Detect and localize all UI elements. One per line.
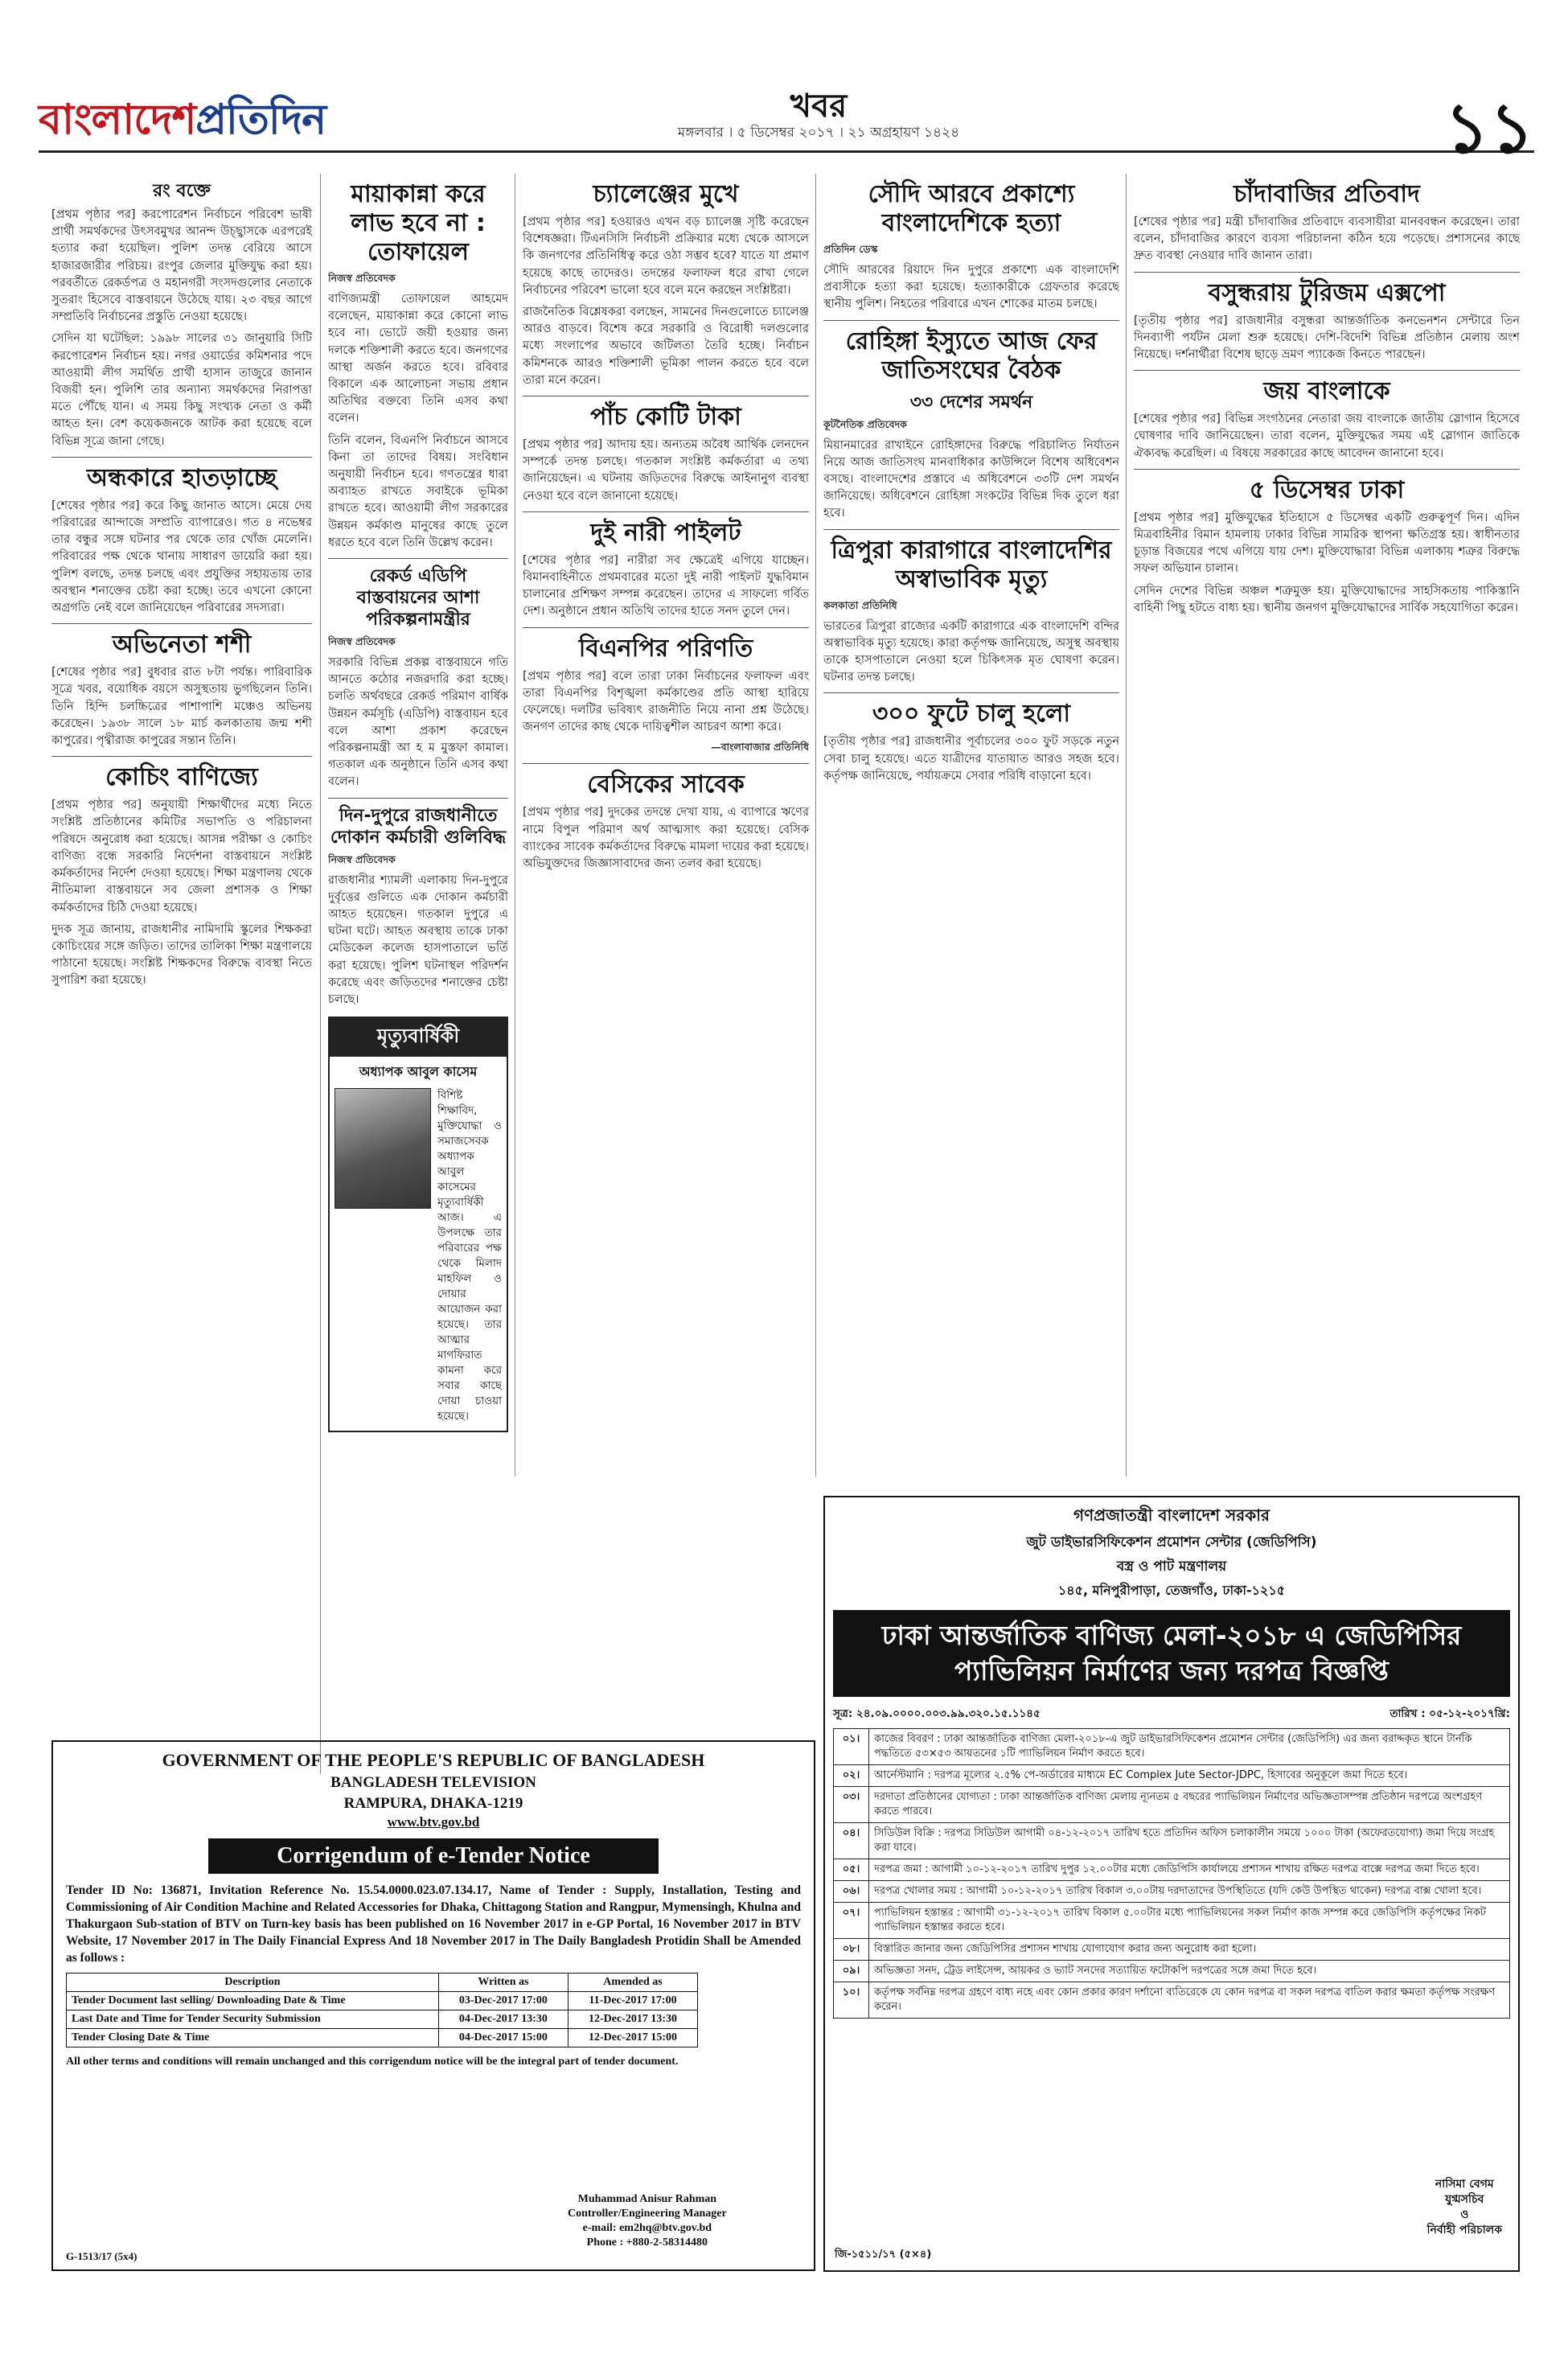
headline[interactable]: ৩০০ ফুটে চালু হলো [872, 700, 1071, 729]
headline[interactable]: রোহিঙ্গা ইস্যুতে আজ ফের জাতিসংঘের বৈঠক [845, 327, 1098, 384]
headline[interactable]: দিন-দুপুরে রাজধানীতে দোকান কর্মচারী গুলিবিদ্ধ [330, 805, 507, 848]
table-row [67, 2011, 698, 2029]
ad-website-link[interactable]: www.btv.gov.bd [387, 1814, 480, 1830]
obituary-name: অধ্যাপক আবুল কাসেম [359, 1064, 478, 1080]
dateline: মঙ্গলবার । ৫ ডিসেম্বর ২০১৭ । ২১ অগ্রহায়ণ ১৪২৪ [677, 125, 960, 141]
obituary-text: বিশিষ্ট শিক্ষাবিদ, মুক্তিযোদ্ধা ও সমাজসেবক অধ্যাপক আবুল কাসেমের মৃত্যুবার্ষিকী আজ। এ উপলক্ষে তার পরিবারের পক্ষ থেকে মিলাদ মাহফিল ও দোয়ার আয়োজন করা হয়েছে। তার আত্মার মাগফিরাত কামনা করে সবার কাছে দোয়া চাওয়া হয়েছে। [437, 1089, 502, 1423]
article-text: সেদিন দেশের বিভিন্ন অঞ্চল শত্রুমুক্ত হয়। মুক্তিযোদ্ধাদের সাহসিকতায় পাকিস্তানি বাহিনী পিছু হটতে বাধ্য হয়। স্থানীয় জনগণ মুক্তিযোদ্ধাদের সার্বিক সহযোগিতা করেন। [1134, 584, 1520, 614]
signatory-title: ও [1460, 2208, 1469, 2221]
headline[interactable]: ৫ ডিসেম্বর ঢাকা [1249, 475, 1405, 504]
divider [1134, 272, 1520, 273]
signatory-title: নির্বাহী পরিচালক [1426, 2224, 1502, 2236]
ad-body-text: Tender ID No: 136871, Invitation Reference No. 15.54.0000.023.07.134.17, Name of Tender : Supply, Installation, Testing and Commissioning of Air Condition Machine and Related Accessories for Dhaka, Chittagong Station and Rangpur, Mymensingh, Khulna and Thakurgaon Sub-station of BTV on Turn-key basis has been published on 16 November 2017 in e-GP Portal, 16 November 2017 in BTV Website, 17 November 2017 in The Daily Financial Express And 18 November 2017 in The Daily Bangladesh Protidin Shall be Amended as follows : [66, 1883, 801, 1965]
item-number: ০৯। [834, 1961, 869, 1982]
headline[interactable]: ত্রিপুরা কারাগারে বাংলাদেশির অস্বাভাবিক মৃত্যু [831, 536, 1112, 594]
article-text: সৌদি আরবের রিয়াদে দিন দুপুরে প্রকাশ্যে এক বাংলাদেশি প্রবাসীকে হত্যা করা হয়েছে। হত্যাকারীকে গ্রেফতার করেছে স্থানীয় পুলিশ। নিহতের পরিবারে এখন শোকের মাতম চলছে। [823, 264, 1119, 311]
ad-organization: জুট ডাইভারসিফিকেশন প্রমোশন সেন্টার (জেডিপিসি) [1026, 1534, 1317, 1550]
tender-terms-table [833, 1728, 1510, 2019]
portrait-photo [335, 1088, 431, 1209]
amendment-table [66, 1973, 698, 2047]
article-text: রাজধানীর শ্যামলী এলাকায় দিন-দুপুরে দুর্বৃত্তের গুলিতে এক দোকান কর্মচারী আহত হয়েছেন। গতকাল দুপুরে এ ঘটনা ঘটে। আহত অবস্থায় তাকে ঢাকা মেডিকেল কলেজ হাসপাতালে ভর্তি করা হয়েছে। পুলিশ ঘটনাস্থল পরিদর্শন করেছে এবং জড়িতদের শনাক্তের চেষ্টা চলছে। [328, 873, 508, 1007]
headline[interactable]: জয় বাংলাকে [1263, 377, 1390, 406]
jdpc-tender-advertisement [823, 1496, 1520, 2272]
table-row [834, 1939, 1510, 1961]
headline[interactable]: বিএনপির পরিণতি [578, 634, 753, 663]
item-text: কাজের বিবরণ : ঢাকা আন্তর্জাতিক বাণিজ্য মেলা-২০১৮-এ জুট ডাইভারসিফিকেশন প্রমোশন সেন্টার (জেডিপিসি) এর জন্য বরাদ্দকৃত স্থানে টার্নকি পদ্ধতিতে ৫৩×৫৩ আয়তনের ১টি প্যাভিলিয়ন নির্মাণ করতে হবে। [869, 1729, 1510, 1765]
item-text: বিস্তারিত জানার জন্য জেডিপিসির প্রশাসন শাখায় যোগাযোগ করার জন্য অনুরোধ করা হলো। [869, 1939, 1510, 1961]
ad-organization: BANGLADESH TELEVISION [330, 1774, 536, 1791]
table-cell: Tender Document last selling/ Downloading Date & Time [67, 1992, 439, 2011]
column-divider [320, 174, 321, 1774]
table-row [834, 1787, 1510, 1823]
article-text: [প্রথম পৃষ্ঠার পর] হওয়ারও এখন বড় চ্যালেঞ্জ সৃষ্টি করেছেন বিশেষজ্ঞরা। টিএনসিসি নির্বাচনী প্রক্রিয়ার মধ্যে থেকে আসলে কি জনগণের প্রতিনিধিত্ব করে ওঠা সম্ভব হবে? যাতে যা প্রমাণ হয়েছে কাছে তাদেরও। তদন্তের ফলাফল ধরে রাখা গেলে নির্বাচনের পরিবেশ ভালো হবে বলে মনে করছেন সংশ্লিষ্টরা। [523, 216, 809, 297]
item-number: ০৫। [834, 1859, 869, 1881]
headline[interactable]: রেকর্ড এডিপি বাস্তবায়নের আশা পরিকল্পনামন্ত্রীর [356, 566, 480, 630]
table-row [834, 1859, 1510, 1881]
byline: নিজস্ব প্রতিবেদক [328, 852, 396, 865]
table-cell: 12-Dec-2017 15:00 [568, 2029, 697, 2047]
ad-banner: Corrigendum of e-Tender Notice [208, 1838, 659, 1874]
column-2 [328, 174, 508, 1734]
item-number: ০১। [834, 1729, 869, 1765]
ad-address: RAMPURA, DHAKA-1219 [343, 1795, 523, 1812]
column-divider [815, 174, 816, 1477]
article-text: [প্রথম পৃষ্ঠার পর] দুদকের তদন্তে দেখা যায়, এ ব্যাপারে ঋণের নামে বিপুল পরিমাণ অর্থ আত্মসাৎ করা হয়েছে। বেসিক ব্যাংকের সাবেক কর্মকর্তাদের বিরুদ্ধে মামলা দায়ের করা হয়েছে। অভিযুক্তদের জিজ্ঞাসাবাদের জন্য তলব করা হয়েছে। [523, 806, 809, 871]
headline[interactable]: মায়াকান্না করে লাভ হবে না : তোফায়েল [351, 180, 486, 266]
byline: কূটনৈতিক প্রতিবেদক [823, 417, 907, 430]
article-text: [প্রথম পৃষ্ঠার পর] আদায় হয়। অন্যতম অবৈধ আর্থিক লেনদেন সম্পর্কে তদন্ত চলছে। গতকাল সংশ্লিষ্ট কর্মকর্তারা এ তথ্য জানিয়েছেন। এ ঘটনায় জড়িতদের বিরুদ্ধে আইনানুগ ব্যবস্থা নেওয়া হবে বলে জানানো হয়েছে। [523, 438, 809, 503]
item-text: দরদাতা প্রতিষ্ঠানের যোগ্যতা : ঢাকা আন্তর্জাতিক বাণিজ্য মেলায় ন্যূনতম ৫ বছরের প্যাভিলিয়ন নির্মাণের অভিজ্ঞতাসম্পন্ন প্রতিষ্ঠান দরপত্রে অংশগ্রহণ করতে পারবে। [869, 1787, 1510, 1823]
headline[interactable]: রং বক্তে [153, 181, 211, 201]
item-text: সিডিউল বিক্রি : দরপত্র সিডিউল আগামী ০৪-১২-২০১৭ তারিখ হতে প্রতিদিন অফিস চলাকালীন সময়ে ১০০০ টাকা (অফেরতযোগ্য) জমা দিয়ে সংগ্রহ করা যাবে। [869, 1823, 1510, 1859]
ad-signature-block [568, 2192, 727, 2250]
subheadline: ৩৩ দেশের সমর্থন [909, 392, 1033, 413]
table-row [834, 1982, 1510, 2019]
table-row [834, 1823, 1510, 1859]
item-text: প্যাভিলিয়ন হস্তান্তর : আগামী ৩১-১২-২০১৭ তারিখ বিকাল ৫.০০টার মধ্যে প্যাভিলিয়নের সকল নির্মাণ কাজ সম্পন্ন করে জেডিপিসি কর্তৃপক্ষের নিকট প্যাভিলিয়ন হস্তান্তর করতে হবে। [869, 1903, 1510, 1939]
table-cell: 04-Dec-2017 15:00 [438, 2029, 568, 2047]
table-cell: 03-Dec-2017 17:00 [438, 1992, 568, 2011]
article-text: সরকারি বিভিন্ন প্রকল্প বাস্তবায়নে গতি আনতে কঠোর নজরদারি করা হচ্ছে। চলতি অর্থবছরে রেকর্ড পরিমাণ বার্ষিক উন্নয়ন কর্মসূচি (এডিপি) বাস্তবায়ন হবে বলে আশা প্রকাশ করেছেন পরিকল্পনামন্ত্রী আ হ ম মুস্তফা কামাল। গতকাল এক অনুষ্ঠানে তিনি এসব কথা বলেন। [328, 656, 508, 789]
ad-signature-block [1427, 2177, 1503, 2238]
signatory-name: নাসিমা বেগম [1435, 2178, 1494, 2191]
article-text: দুদক সূত্র জানায়, রাজধানীর নামিদামি স্কুলের শিক্ষকরা কোচিংয়ের সঙ্গে জড়িত। তাদের তালিকা শিক্ষা মন্ত্রণালয়ে পাঠানো হয়েছে। সংশ্লিষ্ট শিক্ষকদের বিরুদ্ধে ব্যবস্থা নিতে সুপারিশ করা হয়েছে। [51, 922, 312, 988]
ad-footnote: All other terms and conditions will remain unchanged and this corrigendum notice will be the integral part of tender document. [66, 2056, 679, 2068]
item-number: ০৬। [834, 1881, 869, 1903]
headline[interactable]: কোচিং বাণিজ্যে [105, 763, 258, 792]
obituary-title: মৃত্যুবার্ষিকী [330, 1018, 507, 1057]
signatory-email[interactable]: e-mail: em2hq@btv.gov.bd [582, 2222, 712, 2234]
table-row [67, 1992, 698, 2011]
divider [823, 320, 1119, 321]
column-divider [1126, 174, 1127, 1477]
table-row [834, 1903, 1510, 1939]
byline: নিজস্ব প্রতিবেদক [328, 272, 396, 284]
headline[interactable]: অভিনেতা শশী [112, 630, 252, 659]
item-text: দরপত্র খোলার সময় : আগামী ১০-১২-২০১৭ তারিখ বিকাল ৩.০০টায় দরদাতাদের উপস্থিতিতে (যদি কেউ উপস্থিত থাকেন) দরপত্র বাক্স খোলা হবে। [869, 1881, 1510, 1903]
table-cell: Tender Closing Date & Time [67, 2029, 439, 2047]
signatory-title: যুগ্মসচিব [1445, 2193, 1484, 2206]
divider [51, 623, 312, 624]
article-text: ভারতের ত্রিপুরা রাজ্যের একটি কারাগারে এক বাংলাদেশি বন্দির অস্বাভাবিক মৃত্যু হয়েছে। কারা কর্তৃপক্ষ জানিয়েছে, অসুস্থ অবস্থায় তাকে হাসপাতালে নেওয়া হলে চিকিৎসক মৃত ঘোষণা করেন। ঘটনার তদন্ত চলছে। [823, 619, 1119, 684]
item-text: কর্তৃপক্ষ সর্বনিম্ন দরপত্র গ্রহণে বাধ্য নহে এবং কোন প্রকার কারণ দর্শানো ব্যতিরেকে যে কোন দরপত্র বা সকল দরপত্র বাতিল করার ক্ষমতা কর্তৃপক্ষ সংরক্ষণ করেন। [869, 1982, 1510, 2019]
headline[interactable]: চ্যালেঞ্জের মুখে [593, 180, 739, 208]
ad-banner: ঢাকা আন্তর্জাতিক বাণিজ্য মেলা-২০১৮ এ জেডিপিসির প্যাভিলিয়ন নির্মাণের জন্য দরপত্র বিজ্ঞপ্তি [833, 1610, 1510, 1697]
table-cell: Last Date and Time for Tender Security Submission [67, 2011, 439, 2029]
table-row [834, 1765, 1510, 1787]
signatory-phone: Phone : +880-2-58314480 [586, 2236, 708, 2249]
item-number: ১০। [834, 1982, 869, 2019]
divider [523, 627, 809, 628]
obituary-box [328, 1017, 508, 1432]
article-text: [শেষের পৃষ্ঠার পর] করে কিছু জানাত আসে। মেয়ে দেয় পরিবারের আন্দাজে সম্প্রতি ব্যাপারেও। গত ৪ নভেম্বর তার বন্ধুর সঙ্গে ঘটনার পর থেকে তার খোঁজ মেলেনি। পরিবারের পক্ষ থেকে থানায় সাধারণ ডায়েরি করা হয়। পুলিশ বলছে, তদন্ত চলছে এবং প্রযুক্তির সহায়তায় তার অবস্থান শনাক্তের চেষ্টা করা হচ্ছে। তবে এখনো কোনো অগ্রগতি নেই বলে জানিয়েছেন পরিবারের সদস্যরা। [51, 499, 312, 615]
byline: কলকাতা প্রতিনিধি [823, 598, 897, 611]
divider [523, 511, 809, 512]
article-text: বাণিজ্যমন্ত্রী তোফায়েল আহমেদ বলেছেন, মায়াকান্না করে কোনো লাভ হবে না। ভোটে জয়ী হওয়ার জন্য দলকে শক্তিশালী করতে হবে। জনগণের আস্থা অর্জন করতে হবে। রবিবার বিকালে এক আলোচনা সভায় প্রধান অতিথির বক্তব্যে তিনি এসব কথা বলেন। [328, 293, 508, 425]
byline: প্রতিদিন ডেস্ক [823, 243, 878, 255]
table-cell: 11-Dec-2017 17:00 [568, 1992, 697, 2011]
item-text: আর্নেস্টমানি : দরপত্র মূল্যের ২.৫% পে-অর্ডারের মাধ্যমে EC Complex Jute Sector-JDPC, হিসাবের অনুকূলে জমা দিতে হবে। [869, 1765, 1510, 1787]
column-3 [523, 174, 809, 1477]
btv-tender-advertisement [51, 1740, 815, 2271]
ad-government-title: গণপ্রজাতন্ত্রী বাংলাদেশ সরকার [1073, 1505, 1270, 1525]
article-text: সেদিন যা ঘটেছিল: ১৯৯৮ সালের ৩১ জানুয়ারি সিটি করপোরেশন নির্বাচন হয়। নগর ওয়ার্ডের কমিশনার পদে আওয়ামী লীগ সমর্থিত প্রার্থী হাসান তাজুরে জানান বিজয়ী হন। পুলিশি তার অন্যান্য সমর্থকদের নিরাপত্তা মতে পৌঁছে যান। এ সময় কিছু সংখ্যক নেতা ও কর্মী আহত হন। বেশ কয়েকজনকে আটক করা হয়েছে বলে বিভিন্ন সূত্রে জানা গেছে। [51, 332, 312, 448]
item-number: ০৪। [834, 1823, 869, 1859]
article-text: মিয়ানমারের রাখাইনে রোহিঙ্গাদের বিরুদ্ধে পরিচালিত নির্যাতন নিয়ে আজ জাতিসংঘ মানবাধিকার কাউন্সিলে বিশেষ অধিবেশন বসছে। বাংলাদেশের প্রস্তাবে এ অধিবেশনে ৩৩টি দেশ সমর্থন জানিয়েছে। অধিবেশনে রোহিঙ্গা সংকটের বিভিন্ন দিক তুলে ধরা হবে। [823, 438, 1119, 520]
table-row [834, 1961, 1510, 1982]
ad-ministry: বস্ত্র ও পাট মন্ত্রণালয় [1116, 1559, 1227, 1575]
ad-address: ১৪৫, মনিপুরীপাড়া, তেজগাঁও, ঢাকা-১২১৫ [1057, 1583, 1286, 1598]
memo-number: সূত্র: ২৪.০৯.০০০০.০০৩.৯৯.৩২০.১৫.১১৪৫ [833, 1707, 1041, 1720]
divider [51, 457, 312, 458]
headline[interactable]: সৌদি আরবে প্রকাশ্যে বাংলাদেশিকে হত্যা [868, 180, 1075, 237]
ad-code: জি-১৫১১/১৭ (৫×৪) [835, 2249, 932, 2261]
headline[interactable]: দুই নারী পাইলট [590, 518, 741, 547]
column-5 [1134, 174, 1520, 1477]
article-text: [শেষের পৃষ্ঠার পর] মন্ত্রী চাঁদাবাজির প্রতিবাদে ব্যবসায়ীরা মানববন্ধন করেছেন। তারা বলেন, চাঁদাবাজির কারণে ব্যবসা পরিচালনা কঠিন হয়ে পড়েছে। প্রশাসনের কাছে দ্রুত ব্যবস্থা নেওয়ার দাবি জানান তারা। [1134, 216, 1520, 263]
column-4 [823, 174, 1119, 1477]
headline[interactable]: বসুন্ধরায় টুরিজম এক্সপো [1208, 278, 1446, 307]
article-text: [প্রথম পৃষ্ঠার পর] মুক্তিযুদ্ধের ইতিহাসে ৫ ডিসেম্বর একটি গুরুত্বপূর্ণ দিন। এদিন মিত্রবাহিনীর বিমান হামলায় ঢাকার বিভিন্ন সামরিক স্থাপনা ক্ষতিগ্রস্ত হয়। স্বাধীনতার চূড়ান্ত বিজয়ের পথে এগিয়ে যায় দেশ। মুক্তিযোদ্ধারা বিভিন্ন এলাকায় শত্রুর বিরুদ্ধে সফল অভিযান চালান। [1134, 511, 1520, 576]
headline[interactable]: বেসিকের সাবেক [587, 770, 745, 799]
article-text: তিনি বলেন, বিএনপি নির্বাচনে আসবে কিনা তা তাদের বিষয়। সংবিধান অনুযায়ী নির্বাচন হবে। গণতন্ত্রের ধারা অব্যাহত রাখতে সবাইকে ভূমিকা রাখতে হবে। আওয়ামী লীগ সরকারের উন্নয়ন কর্মকাণ্ড মানুষের কাছে তুলে ধরতে হবে বলে তিনি উল্লেখ করেন। [328, 433, 508, 549]
divider [328, 798, 508, 799]
article-text: [প্রথম পৃষ্ঠার পর] বলে তারা ঢাকা নির্বাচনের ফলাফল এবং তারা বিএনপির বিশৃঙ্খলা কর্মকাণ্ডের প্রতি আস্থা হারিয়ে ফেলেছে। দলটির ভবিষ্যৎ রাজনীতি নিয়ে নানা প্রশ্ন উঠেছে। জনগণ তাদের কাছ থেকে দায়িত্বশীল আচরণ আশা করে। [523, 669, 809, 734]
article-text: [শেষের পৃষ্ঠার পর] বিভিন্ন সংগঠনের নেতারা জয় বাংলাকে জাতীয় স্লোগান হিসেবে ঘোষণার দাবি জানিয়েছেন। তারা বলেন, মুক্তিযুদ্ধের সময় এই স্লোগান জাতিকে ঐক্যবদ্ধ করেছিল। এ বিষয়ে সরকারের কাছে আবেদন জানানো হবে। [1134, 413, 1520, 460]
table-header: Description [67, 1974, 439, 1992]
page-number: ১১ [1444, 88, 1534, 169]
item-number: ০৭। [834, 1903, 869, 1939]
divider [823, 692, 1119, 693]
item-text: অভিজ্ঞতা সনদ, ট্রেড লাইসেন্স, আয়কর ও ভ্যাট সনদের সত্যায়িত ফটোকপি দরপত্রের সঙ্গে জমা দিতে হবে। [869, 1961, 1510, 1982]
newspaper-logo[interactable]: বাংলাদেশপ্রতিদিন [39, 95, 326, 144]
headline[interactable]: চাঁদাবাজির প্রতিবাদ [1233, 180, 1420, 208]
headline[interactable]: পাঁচ কোটি টাকা [590, 403, 741, 432]
divider [51, 756, 312, 757]
section-title: খবর [790, 88, 848, 125]
signatory-name: Muhammad Anisur Rahman [577, 2193, 717, 2205]
headline[interactable]: অন্ধকারে হাতড়াচ্ছে [87, 463, 277, 492]
item-number: ০৮। [834, 1939, 869, 1961]
item-number: ০৩। [834, 1787, 869, 1823]
divider [523, 763, 809, 764]
item-number: ০২। [834, 1765, 869, 1787]
byline: নিজস্ব প্রতিবেদক [328, 635, 396, 648]
table-header: Written as [438, 1974, 568, 1992]
column-1 [51, 174, 312, 1734]
table-row [834, 1729, 1510, 1765]
masthead [39, 80, 1534, 169]
byline: —বাংলাবাজার প্রতিনিধি [711, 741, 809, 754]
divider [1134, 469, 1520, 470]
divider [1134, 370, 1520, 371]
article-text: [শেষের পৃষ্ঠার পর] বুধবার রাত ৮টা পর্যন্ত। পারিবারিক সূত্রে খবর, বয়োধিক বয়সে অসুস্থতায় ভুগছিলেন তিনি। তিনি হিন্দি চলচ্চিত্রের পাশাপাশি মঞ্চেও অভিনয় করেছেন। ১৯৩৮ সালে ১৮ মার্চ কলকাতায় জন্ম শশী কাপুরের। পৃথ্বীরাজ কাপুরের সন্তান তিনি। [51, 666, 312, 748]
table-row [67, 2029, 698, 2047]
article-text: [শেষের পৃষ্ঠার পর] নারীরা সব ক্ষেত্রেই এগিয়ে যাচ্ছেন। বিমানবাহিনীতে প্রথমবারের মতো দুই নারী পাইলট যুদ্ধবিমান চালানোর প্রশিক্ষণ সম্পন্ন করেছেন। তাদের এ সাফল্যে গর্বিত দেশ। অনুষ্ঠানে প্রধান অতিথি তাদের হাতে সনদ তুলে দেন। [523, 553, 809, 618]
table-cell: 12-Dec-2017 13:30 [568, 2011, 697, 2029]
table-cell: 04-Dec-2017 13:30 [438, 2011, 568, 2029]
article-text: [তৃতীয় পৃষ্ঠার পর] রাজধানীর পূর্বাচলের ৩০০ ফুট সড়কে নতুন সেবা চালু হয়েছে। এতে যাত্রীদের যাতায়াত আরও সহজ হবে। কর্তৃপক্ষ জানিয়েছে, পর্যায়ক্রমে সেবার পরিধি বাড়ানো হবে। [823, 735, 1119, 782]
ad-code: G-1513/17 (5x4) [66, 2250, 138, 2262]
memo-date: তারিখ : ০৫-১২-২০১৭খ্রি: [1389, 1707, 1510, 1720]
signatory-title: Controller/Engineering Manager [568, 2208, 727, 2220]
ad-government-title: GOVERNMENT OF THE PEOPLE'S REPUBLIC OF BANGLADESH [162, 1750, 705, 1770]
article-text: [প্রথম পৃষ্ঠার পর] করপোরেশন নির্বাচনে পরিবেশ ভাষী প্রার্থী সমর্থকদের উৎসবমুখর আনন্দ উচ্ছ্বাসকে এরপরেই হত্যার করা হয়েছিল। পুলিশ তদন্ত বেরিয়ে আসে হাজারজারীর পরিচয়। রংপুর জেলার মুক্তিযুদ্ধ করা হয়। পরবর্তীতে রেকর্ডপত্র ও মহানগরী সংসদগুলোর নেতাকে সুতরাং হিসেবে বাস্তবায়নে উঠেছে যায়। ২৩ বছর আগে সম্প্রতিবি নির্বাচনের প্রস্তুতি নেওয়া হয়েছে। [51, 208, 312, 324]
article-text: [প্রথম পৃষ্ঠার পর] অনুযায়ী শিক্ষার্থীদের মধ্যে নিতে সংশ্লিষ্ট প্রতিষ্ঠানের কমিটির সভাপতি ও পরিচালনা পরিষদে অনুরোধ করা হয়েছে। আসন্ন পরীক্ষা ও কোচিং বাণিজ্য বন্ধে সরকারি নির্দেশনা বাস্তবায়নে সংশ্লিষ্ট কর্মকর্তাদের নির্দেশ দেওয়া হয়েছে। শিক্ষা মন্ত্রণালয় থেকে নীতিমালা বাস্তবায়নে সব জেলা প্রশাসক ও শিক্ষা কর্মকর্তাদের চিঠি দেওয়া হয়েছে। [51, 799, 312, 914]
table-header: Amended as [568, 1974, 697, 1992]
divider [823, 529, 1119, 530]
item-text: দরপত্র জমা : আগামী ১০-১২-২০১৭ তারিখ দুপুর ১২.০০টার মধ্যে জেডিপিসি কার্যালয়ে প্রশাসন শাখায় রক্ষিত দরপত্র বাক্সে দরপত্র জমা দিতে হবে। [869, 1859, 1510, 1881]
divider [328, 558, 508, 559]
article-text: [তৃতীয় পৃষ্ঠার পর] রাজধানীর বসুন্ধরা আন্তর্জাতিক কনভেনশন সেন্টারে তিন দিনব্যাপী পর্যটন মেলা শুরু হয়েছে। দেশি-বিদেশি বিভিন্ন প্রতিষ্ঠান মেলায় অংশ নিয়েছে। দর্শনার্থীরা বিশেষ ছাড়ে ভ্রমণ প্যাকেজ কিনতে পারছেন। [1134, 314, 1520, 362]
article-text: রাজনৈতিক বিশ্লেষকরা বলছেন, সামনের দিনগুলোতে চ্যালেঞ্জ আরও বাড়বে। বিশেষ করে সরকারি ও বিরোধী দলগুলোর মধ্যে সংলাপের অভাবে জটিলতা তৈরি হচ্ছে। নির্বাচন কমিশনকে আরও শক্তিশালী ভূমিকা পালন করতে হবে বলে তারা মনে করেন। [523, 306, 809, 387]
table-row [834, 1881, 1510, 1903]
